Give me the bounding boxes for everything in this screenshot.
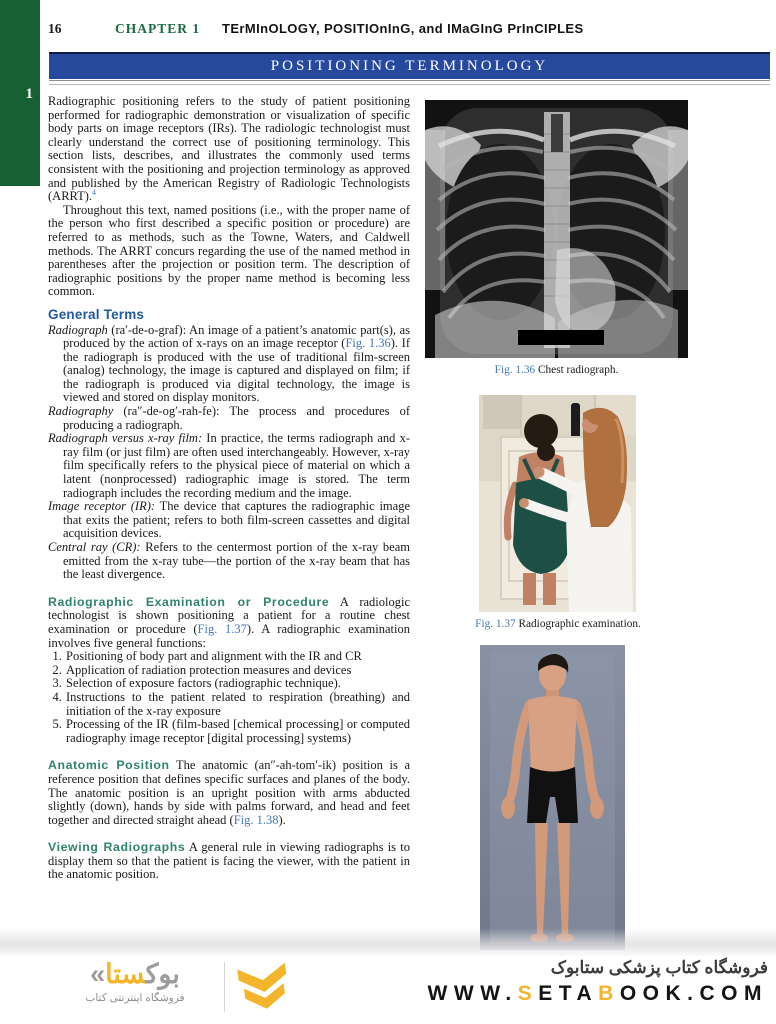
footnote-reference-link[interactable]: 4 xyxy=(92,188,97,197)
text-segment: A general rule in viewing radiographs is to display them so that the patient is facing the viewer, with the patient in the anatomic position. xyxy=(48,840,410,882)
run-in-heading: Viewing Radiographs xyxy=(48,840,186,855)
text-segment: ). A radiographic examination involves five general functions: xyxy=(48,621,410,650)
figure-1-37-caption xyxy=(420,618,696,630)
list-item: 5. Processing of the IR (film-based [chemical processing] or computed radiography image receptor [digital processing] systems) xyxy=(65,718,410,745)
page-bottom-fade xyxy=(0,928,776,958)
anatomic-position-photo xyxy=(480,645,625,950)
setabook-chevron-icon xyxy=(236,960,292,1016)
definition-radiograph xyxy=(48,324,410,406)
figure-1-36-caption xyxy=(425,364,688,376)
named-positions-paragraph: Throughout this text, named positions (i.e., with the proper name of the person who first described a specific position or procedure) are referred to as methods, such as the Towne, Waters, and Caldwell methods. The ARRT concurs regarding the use of the named method in parentheses after the projection or position term. The description of radiographic positions by the proper name method is becoming less common. xyxy=(48,202,410,299)
logo-subtext: فروشگاه اینترنتی کتاب xyxy=(85,992,185,1004)
term-italic: Radiography xyxy=(48,404,114,419)
figure-1-36-caption-label: Fig. 1.36 xyxy=(494,364,536,376)
banner-divider xyxy=(49,80,770,85)
text-segment: (ra″-de-og′-rah-fe): The process and procedures of producing a radiograph. xyxy=(63,404,410,432)
run-in-heading: Anatomic Position xyxy=(48,758,170,773)
text-segment: (ra′-de-o-graf): An image of a patient’s anatomic part(s), as produced by the action of x-rays on an image receptor ( xyxy=(63,322,410,351)
text-segment: Radiographic positioning refers to the study of patient positioning performed for radiographic demonstration or visualization of specific body parts on image receptors (IRs). The radiologic technologist must clearly understand the correct use of positioning terminology. This section lists, describes, and illustrates the commonly used terms consistent with the positioning and projection terminology as approved and published by the American Registry of Radiologic Technologists (ARRT). xyxy=(48,94,410,204)
radiographic-examination-paragraph xyxy=(48,596,410,650)
definition-image-receptor xyxy=(48,500,410,541)
setabook-wordmark xyxy=(55,959,215,989)
chapter-label: CHAPTER 1 xyxy=(115,21,201,36)
section-banner-title: POSITIONING TERMINOLOGY xyxy=(270,58,549,74)
intro-paragraph xyxy=(48,95,410,204)
body-text-column xyxy=(48,95,410,882)
store-website-url xyxy=(428,982,768,1006)
run-in-heading: Radiographic Examination or Procedure xyxy=(48,594,330,609)
text-segment: WWW. xyxy=(427,982,518,1005)
logo-word-gold-part: ستا xyxy=(105,959,146,989)
store-name-persian: فروشگاه کتاب پزشکی ستابوک xyxy=(550,958,768,977)
text-segment: The device that captures the radiographic image that exits the patient; refers to both film-screen cassettes and digital acquisition devices. xyxy=(63,499,411,541)
figure-reference-link[interactable]: Fig. 1.38 xyxy=(233,812,279,827)
logo-word-gray-part: بوک xyxy=(145,959,180,989)
text-segment: The anatomic (an″-ah-tom′-ik) position is a reference position that defines specific surfaces and planes of the body. The anatomic position is an upright position with arms abducted slightly (down), hands by side with palms forward, and head and feet together and directed straight ahead ( xyxy=(48,758,410,827)
chapter-title: TErMInOLOGY, POSITIOnInG, and IMaGInG PrInCIPLES xyxy=(222,21,584,36)
chapter-side-tab xyxy=(0,0,40,186)
viewing-radiographs-paragraph xyxy=(48,841,410,882)
footer-store-info xyxy=(428,958,768,1006)
term-italic: Radiograph versus x-ray film: xyxy=(48,431,203,446)
list-item: 3. Selection of exposure factors (radiographic technique). xyxy=(65,677,410,691)
text-segment: Refers to the centermost portion of the x-ray beam emitted from the x-ray tube—the portion of the x-ray beam that has the least divergence. xyxy=(63,540,410,582)
chapter-number-tab: 1 xyxy=(25,86,33,102)
figure-1-37-radiographic-examination xyxy=(479,395,636,612)
term-italic: Central ray (CR): xyxy=(48,540,141,554)
page-number: 16 xyxy=(48,21,62,36)
text-segment: ETA xyxy=(538,982,599,1005)
page-footer xyxy=(0,956,776,1024)
figure-1-36-caption-text: Chest radiograph. xyxy=(535,364,619,376)
url-highlight-letter: S xyxy=(517,982,539,1005)
text-segment: OOK.COM xyxy=(619,982,768,1005)
definition-radiography xyxy=(48,405,410,432)
five-general-functions-list xyxy=(48,650,410,745)
term-italic: Image receptor (IR): xyxy=(48,499,156,514)
chest-radiograph-image xyxy=(425,100,688,358)
text-segment: ). If the radiograph is produced with the use of traditional film-screen (analog) technology, the image is captured and displayed on film; if the radiograph is produced via digital technology, the image is viewed and stored on display monitors. xyxy=(63,336,410,405)
figure-1-37-caption-text: Radiographic examination. xyxy=(515,618,641,630)
list-item: 1. Positioning of body part and alignment with the IR and CR xyxy=(65,650,410,664)
text-segment: A radiologic technologist is shown positioning a patient for a routine chest examination or procedure ( xyxy=(48,594,410,636)
section-banner xyxy=(49,52,770,79)
figure-reference-link[interactable]: Fig. 1.37 xyxy=(197,621,247,636)
definition-radiograph-vs-xray-film xyxy=(48,432,410,500)
text-segment: ). xyxy=(278,812,286,827)
term-italic: Radiograph xyxy=(48,322,108,337)
figure-1-38-anatomic-position xyxy=(480,645,625,950)
list-item: 2. Application of radiation protection measures and devices xyxy=(65,664,410,678)
logo-divider xyxy=(224,962,225,1012)
figure-1-36-chest-radiograph xyxy=(425,100,688,358)
figure-reference-link[interactable]: Fig. 1.36 xyxy=(345,336,391,351)
logo-guillemet-mark: « xyxy=(90,959,106,989)
figure-1-37-caption-label: Fig. 1.37 xyxy=(475,618,516,630)
definition-central-ray xyxy=(48,541,410,582)
radiographic-examination-photo xyxy=(479,395,636,612)
anatomic-position-paragraph xyxy=(48,759,410,827)
list-item: 4. Instructions to the patient related to respiration (breathing) and initiation of the x-ray exposure xyxy=(65,691,410,718)
page-header xyxy=(48,21,748,37)
text-segment: In practice, the terms radiograph and x-ray film (or just film) are often used interchangeably. However, x-ray film specifically refers to the physical piece of material on which a latent (nonprocessed) radiographic image is stored. The term radiograph includes the recording medium and the image. xyxy=(63,431,410,500)
url-highlight-letter: B xyxy=(598,982,620,1005)
general-terms-heading: General Terms xyxy=(48,306,145,322)
setabook-logo xyxy=(55,959,215,1004)
